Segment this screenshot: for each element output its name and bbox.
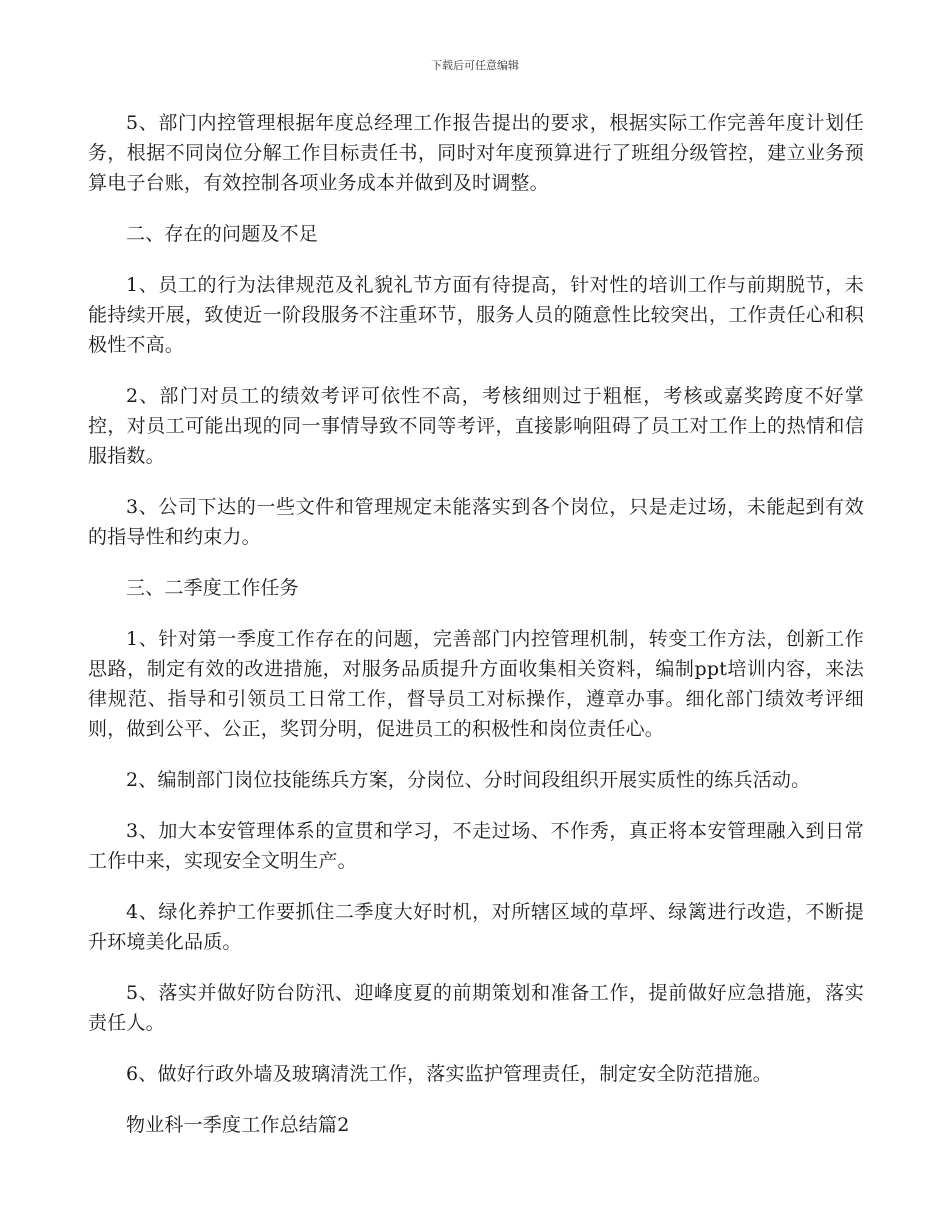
page-header: 下载后可任意编辑: [431, 59, 519, 72]
paragraph-task-4: 4、绿化养护工作要抓住二季度大好时机，对所辖区域的草坪、绿篱进行改造，不断提升环境美化品质。: [88, 901, 864, 953]
paragraph-problem-2: 2、部门对员工的绩效考评可依性不高，考核细则过于粗框，考核或嘉奖跨度不好掌控，对员工可能出现的同一事情导致不同等考评，直接影响阻碍了员工对工作上的热情和信服指数。: [88, 385, 864, 467]
paragraph-problem-1: 1、员工的行为法律规范及礼貌礼节方面有待提高，针对性的培训工作与前期脱节，未能持续开展，致使近一阶段服务不注重环节，服务人员的随意性比较突出，工作责任心和积极性不高。: [88, 274, 864, 356]
paragraph-task-1: 1、针对第一季度工作存在的问题，完善部门内控管理机制，转变工作方法，创新工作思路，制定有效的改进措施，对服务品质提升方面收集相关资料，编制ppt培训内容，来法律规范、指导和引领员工日常工作，督导员工对标操作，遵章办事。细化部门绩效考评细则，做到公平、公正，奖罚分明，促进员工的积极性和岗位责任心。: [88, 628, 864, 740]
document-body: [88, 108, 864, 1161]
paragraph-task-6: 6、做好行政外墙及玻璃清洗工作，落实监护管理责任，制定安全防范措施。: [126, 1063, 772, 1085]
section-heading-problems: 二、存在的问题及不足: [126, 223, 319, 245]
paragraph-task-3: 3、加大本安管理体系的宣贯和学习，不走过场、不作秀，真正将本安管理融入到日常工作中来，实现安全文明生产。: [88, 820, 864, 872]
paragraph-task-5: 5、落实并做好防台防汛、迎峰度夏的前期策划和准备工作，提前做好应急措施，落实责任人。: [88, 982, 864, 1034]
paragraph-problem-3: 3、公司下达的一些文件和管理规定未能落实到各个岗位，只是走过场，未能起到有效的指导性和约束力。: [88, 496, 864, 548]
section-heading-q2-tasks: 三、二季度工作任务: [126, 577, 299, 599]
next-article-title: 物业科一季度工作总结篇2: [126, 1114, 350, 1136]
paragraph-item-5-internal-control: 5、部门内控管理根据年度总经理工作报告提出的要求，根据实际工作完善年度计划任务，根据不同岗位分解工作目标责任书，同时对年度预算进行了班组分级管控，建立业务预算电子台账，有效控制各项业务成本并做到及时调整。: [88, 112, 864, 194]
paragraph-task-2: 2、编制部门岗位技能练兵方案，分岗位、分时间段组织开展实质性的练兵活动。: [126, 769, 811, 791]
